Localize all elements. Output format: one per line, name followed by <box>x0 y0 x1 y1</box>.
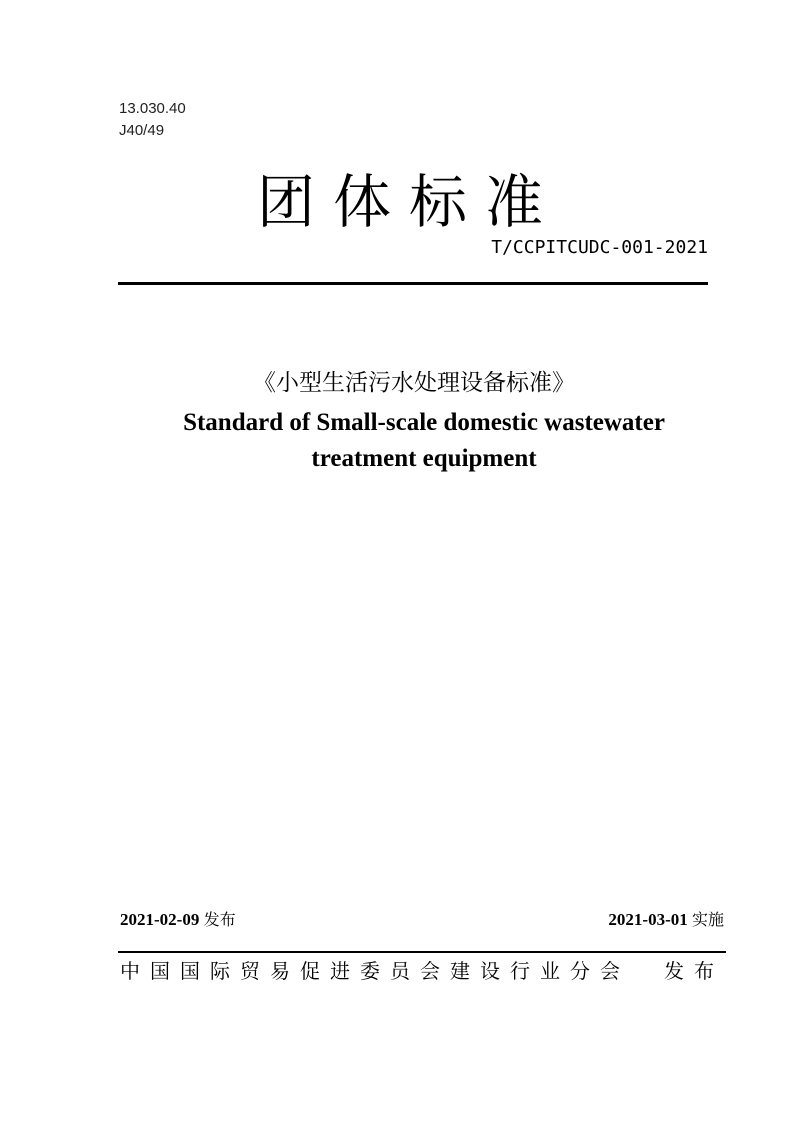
effective-date-line <box>608 908 724 932</box>
footer-divider <box>118 951 726 953</box>
title-english-line-2: treatment equipment <box>311 445 537 472</box>
effective-date: 2021-03-01 <box>608 910 688 929</box>
issuer-action: 发布 <box>664 959 724 983</box>
issuer-name: 中国国际贸易促进委员会建设行业分会 <box>120 959 630 983</box>
title-chinese: 《小型生活污水处理设备标准》 <box>253 370 575 396</box>
effective-label: 实施 <box>691 910 724 929</box>
document-kind-heading: 团体标准 <box>256 168 561 236</box>
publish-label: 发布 <box>203 910 236 929</box>
header-divider <box>118 282 708 285</box>
publish-date: 2021-02-09 <box>120 910 200 929</box>
title-english-line-1: Standard of Small-scale domestic wastewater <box>183 409 665 436</box>
document-number: T/CCPITCUDC-001-2021 <box>491 237 708 258</box>
ics-code: 13.030.40 <box>119 100 186 117</box>
publish-date-line <box>120 908 236 932</box>
ccs-code: J40/49 <box>119 122 165 139</box>
